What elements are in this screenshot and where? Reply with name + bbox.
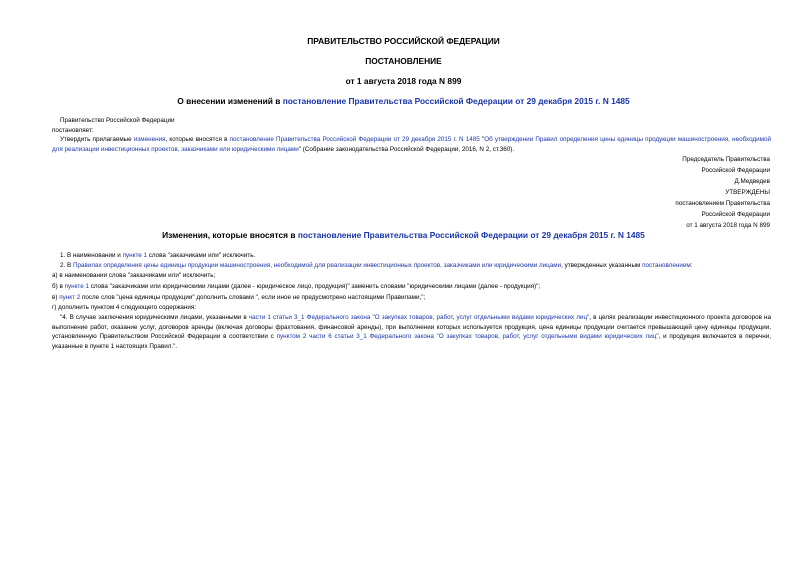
- title-link[interactable]: постановление Правительства Российской Федерации от 29 декабря 2015 г. N 1485: [282, 96, 630, 106]
- approved-by: постановлением Правительства: [675, 200, 770, 207]
- item-v-link[interactable]: пункт 2: [59, 294, 81, 301]
- approve-text-2: , которые вносятся в: [165, 136, 230, 143]
- item-b-text-a: б) в: [52, 283, 65, 290]
- signature-position: Председатель Правительства: [682, 156, 770, 163]
- item-b-link[interactable]: пункте 1: [64, 283, 89, 290]
- approved-org: Российской Федерации: [701, 211, 770, 218]
- item-v-text-a: в): [52, 294, 60, 301]
- quote-law-link-2[interactable]: пунктом 2 части 6 статьи 3_1 Федерального закона "О закупках товаров, работ, услуг отдельными видами юридических лиц": [276, 333, 659, 341]
- document-title: [0, 96, 807, 106]
- rules-title-link[interactable]: Об утверждении Правил определения цены единицы продукции машиностроения, необходимой для реализации инвестиционных проектов, заказчиками или юридическими лицами: [52, 136, 771, 153]
- changes-heading-text: Изменения, которые вносятся в: [162, 230, 298, 240]
- item-2-text-b: , утвержденных указанным: [561, 262, 643, 269]
- item-2-resolution-link[interactable]: постановлением: [642, 262, 691, 269]
- quote-text-3: , и продукция включается в перечни, указанные в пункте 1 настоящих Правил.".: [52, 333, 771, 350]
- approve-paragraph: [52, 135, 771, 154]
- resolution-link[interactable]: постановление Правительства Российской Федерации от 29 декабря 2015 г. N 1485: [229, 136, 480, 143]
- approved-date: от 1 августа 2018 года N 899: [686, 222, 770, 229]
- item-2-text-c: :: [690, 262, 693, 269]
- changes-heading-link[interactable]: постановление Правительства Российской Федерации от 29 декабря 2015 г. N 1485: [297, 230, 645, 240]
- item-1-text-b: слова "заказчиками или" исключить.: [147, 252, 256, 259]
- quote-law-link-1[interactable]: части 1 статьи 3_1 Федерального закона "О закупках товаров, работ, услуг отдельными видами юридических лиц": [248, 314, 590, 321]
- item-2-rules-link[interactable]: Правилах определения цены единицы продукции машиностроения, необходимой для реализации инвестиционных проектов, заказчиками или юридическими лицами: [72, 262, 562, 269]
- quoted-paragraph: [52, 313, 771, 351]
- approve-text-3: ": [479, 136, 485, 143]
- item-a: а) в наименовании слова "заказчиками или" исключить;: [52, 272, 216, 279]
- item-g: г) дополнить пунктом 4 следующего содержания:: [52, 304, 197, 311]
- approved-label: УТВЕРЖДЕНЫ: [725, 189, 770, 196]
- approve-text-4: " (Собрание законодательства Российской Федерации, 2016, N 2, ст.360).: [298, 145, 515, 153]
- approve-text-1: Утвердить прилагаемые: [60, 136, 134, 143]
- item-b-text-b: слова "заказчиками или юридическими лицами (далее - юридическое лицо, продукция)" заменить словами "юридическими лицами (далее - продукция)";: [89, 283, 541, 290]
- signature-name: Д.Медведев: [734, 178, 770, 185]
- item-1: [60, 252, 255, 260]
- item-2: [60, 262, 692, 270]
- government-heading: ПРАВИТЕЛЬСТВО РОССИЙСКОЙ ФЕДЕРАЦИИ: [307, 36, 500, 46]
- signature-org: Российской Федерации: [701, 167, 770, 174]
- item-b: [52, 283, 540, 291]
- title-text: О внесении изменений в: [177, 96, 283, 106]
- item-1-link[interactable]: пункте 1: [122, 252, 148, 259]
- intro-line-2: постановляет:: [52, 127, 94, 134]
- document-date-number: от 1 августа 2018 года N 899: [345, 76, 462, 86]
- quote-text-1: "4. В случае заключения юридическими лицами, указанными в: [60, 314, 249, 321]
- quote-text-2: , в целях реализации инвестиционного проекта договоров на выполнение работ, оказание услуг, договоров аренды (включая договоры фрахтования, финансовой аренды), при выполнении которых используется продукция, цена единицы продукции считается превышающей цену единицы продукции, установленную Правительством Российской Федерации в соответствии с: [52, 314, 772, 341]
- intro-line-1: Правительство Российской Федерации: [60, 117, 175, 124]
- document-type: ПОСТАНОВЛЕНИЕ: [365, 56, 442, 66]
- changes-link[interactable]: изменения: [133, 136, 166, 143]
- changes-heading: [0, 230, 807, 240]
- item-2-text-a: 2. В: [60, 262, 73, 269]
- item-1-text-a: 1. В наименовании и: [60, 252, 123, 259]
- item-v: [52, 294, 425, 302]
- item-v-text-b: после слов "цена единицы продукции" дополнить словами ", если иное не предусмотрено настоящими Правилами,";: [80, 294, 426, 301]
